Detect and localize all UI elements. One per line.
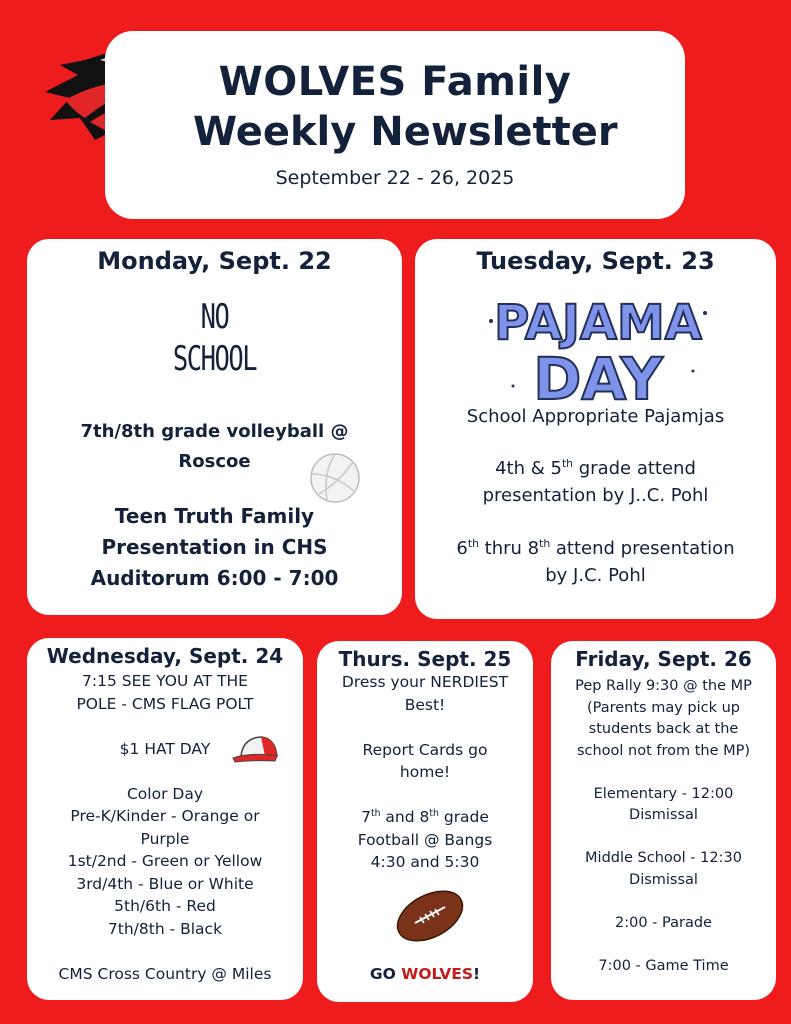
cap-icon (231, 732, 283, 766)
football-icon (393, 887, 467, 945)
go-wolves-text: GO WOLVES! (369, 965, 481, 983)
football-line-3: 4:30 and 5:30 (370, 853, 480, 871)
grade-6-8-line: 6th thru 8th attend presentation (456, 537, 735, 559)
volleyball-line-1: 7th/8th grade volleyball @ (80, 421, 349, 442)
monday-heading: Monday, Sept. 22 (97, 247, 332, 275)
list-item: Best! (404, 695, 446, 714)
wednesday-panel (27, 638, 303, 1000)
wednesday-heading: Wednesday, Sept. 24 (46, 644, 284, 668)
day-word: DAY (533, 345, 663, 403)
pajamas-note: School Appropriate Pajamjas (466, 406, 725, 427)
list-item: Report Cards go (362, 740, 488, 759)
teen-truth-line-1: Teen Truth Family (114, 504, 315, 528)
teen-truth-line-2: Presentation in CHS (101, 535, 328, 559)
football-line-1: 7th and 8th grade (361, 807, 489, 826)
list-item: (Parents may pick up (586, 699, 741, 716)
list-item: school not from the MP) (576, 742, 751, 759)
tuesday-panel (415, 239, 776, 619)
list-item: Middle School - 12:30 (585, 850, 742, 866)
date-range: September 22 - 26, 2025 (275, 167, 515, 189)
no-school-line-1: NO (200, 297, 229, 337)
tuesday-heading: Tuesday, Sept. 23 (476, 247, 715, 275)
list-item: Pre-K/Kinder - Orange or (70, 807, 260, 825)
thursday-details (317, 671, 533, 874)
list-item: 7:15 SEE YOU AT THE (82, 672, 248, 690)
teen-truth-line-3: Auditorum 6:00 - 7:00 (90, 566, 339, 590)
title-line-1: WOLVES Family (218, 59, 572, 105)
volleyball-icon (309, 452, 361, 504)
volleyball-line-2: Roscoe (178, 451, 251, 472)
newsletter-header (105, 31, 685, 219)
pajama-day-graphic (483, 291, 713, 403)
list-item: 7:00 - Game Time (598, 957, 729, 974)
list-item: home! (399, 763, 451, 781)
list-item: Purple (140, 829, 190, 848)
presentation-line-1: presentation by J..C. Pohl (482, 485, 709, 506)
list-item: students back at the (588, 721, 739, 737)
list-item: Dismissal (629, 871, 698, 888)
thursday-panel (317, 641, 533, 1002)
wednesday-details (27, 670, 303, 985)
monday-panel (27, 239, 402, 615)
presentation-line-2: by J.C. Pohl (545, 565, 646, 586)
list-item: 2:00 - Parade (615, 914, 712, 931)
list-item: Dismissal (629, 807, 698, 823)
friday-panel (551, 641, 776, 1000)
list-item: Dress your NERDIEST (341, 673, 509, 691)
thursday-heading: Thurs. Sept. 25 (338, 647, 512, 671)
title-line-2: Weekly Newsletter (193, 109, 618, 155)
list-item: 5th/6th - Red (114, 897, 216, 915)
list-item: 1st/2nd - Green or Yellow (67, 852, 263, 870)
pajama-word: PAJAMA (494, 295, 702, 351)
list-item: CMS Cross Country @ Miles (58, 964, 272, 983)
no-school-line-2: SCHOOL (172, 339, 257, 379)
friday-details (551, 676, 776, 977)
list-item: Elementary - 12:00 (593, 785, 734, 802)
list-item: Pep Rally 9:30 @ the MP (575, 678, 752, 694)
grade-4-5-line: 4th & 5th grade attend (495, 457, 696, 479)
list-item: Color Day (126, 784, 203, 803)
hat-day-line: $1 HAT DAY (27, 738, 303, 761)
list-item: 7th/8th - Black (107, 919, 223, 938)
list-item: 3rd/4th - Blue or White (76, 874, 254, 893)
friday-heading: Friday, Sept. 26 (575, 647, 752, 671)
football-line-2: Football @ Bangs (357, 830, 493, 849)
list-item: POLE - CMS FLAG POLT (76, 694, 254, 713)
